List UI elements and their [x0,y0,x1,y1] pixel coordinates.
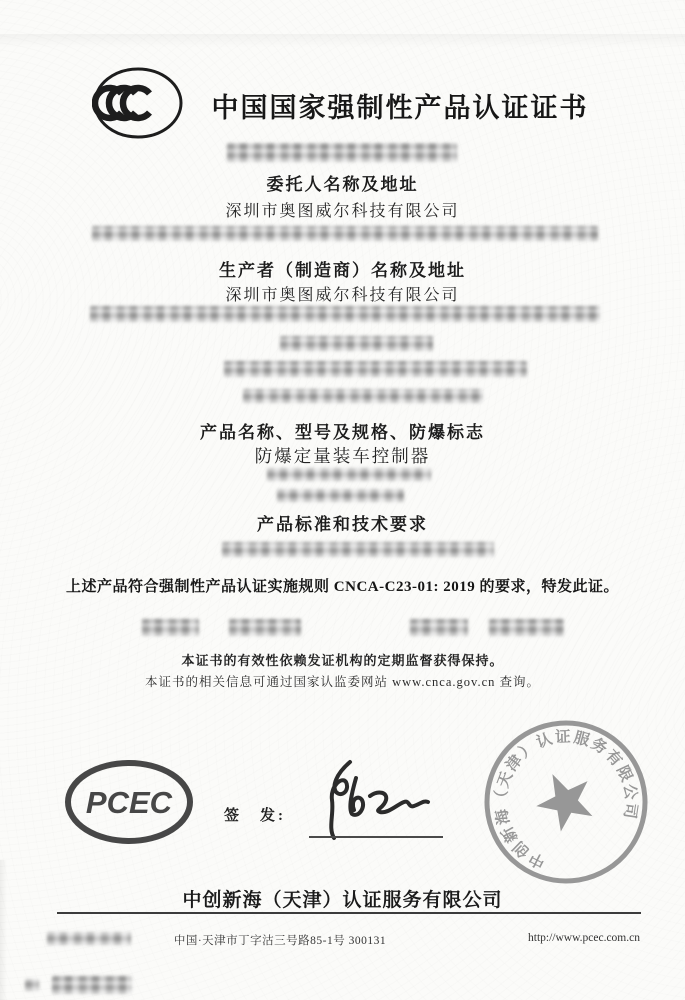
applicant-heading: 委托人名称及地址 [266,175,419,194]
standard-heading: 产品标准和技术要求 [257,515,428,534]
seal-text: 中创新海（天津）认证服务有限公司 [492,728,640,871]
seal-star-icon [527,762,602,837]
sign-label: 签 发: [224,808,286,824]
redacted-standard-number [222,542,494,557]
redacted-certificate-number [227,143,457,162]
redacted-bottom-mark [25,979,39,991]
redacted-product-marking [277,489,404,502]
redacted-issue-date-value [229,619,301,636]
issuer-company-name: 中创新海（天津）认证服务有限公司 [182,890,503,911]
product-heading: 产品名称、型号及规格、防爆标志 [200,423,485,442]
product-name: 防爆定量装车控制器 [254,446,431,466]
validity-note: 本证书的有效性依赖发证机构的定期监督获得保持。 [181,653,504,668]
footer-address: 中国·天津市丁字沽三号路85-1号 300131 [173,935,387,947]
redacted-factory-name [224,361,527,377]
scan-artifact-band [0,34,685,48]
pcec-logo-text: PCEC [85,785,173,820]
footer-website-link[interactable]: http://www.pcec.com.cn [528,932,640,944]
redacted-bottom-code [52,976,132,994]
signature-icon [312,756,448,842]
pcec-logo-icon [63,760,195,844]
scan-artifact-edge [0,860,7,1000]
redacted-factory-address [243,389,483,403]
redacted-manufacturer-address [90,306,600,322]
manufacturer-heading: 生产者（制造商）名称及地址 [219,261,466,280]
conformity-statement: 上述产品符合强制性产品认证实施规则 CNCA-C23-01: 2019 的要求，特发此证。 [66,579,619,595]
ccc-logo-icon [92,66,184,140]
signature-underline [309,836,443,838]
manufacturer-name: 深圳市奥图威尔科技有限公司 [225,287,460,304]
applicant-name: 深圳市奥图威尔科技有限公司 [225,203,460,220]
redacted-expiry-date-value [489,619,564,636]
redacted-issue-date-label [142,619,199,636]
redacted-footer-left [47,932,131,945]
certificate-title: 中国国家强制性产品认证证书 [211,93,589,123]
info-note: 本证书的相关信息可通过国家认监委网站 www.cnca.gov.cn 查询。 [144,675,541,689]
redacted-expiry-date-label [410,619,468,636]
redacted-factory-heading [280,336,433,351]
redacted-product-model [267,468,431,481]
footer-divider [57,912,641,914]
redacted-applicant-address [92,226,598,241]
